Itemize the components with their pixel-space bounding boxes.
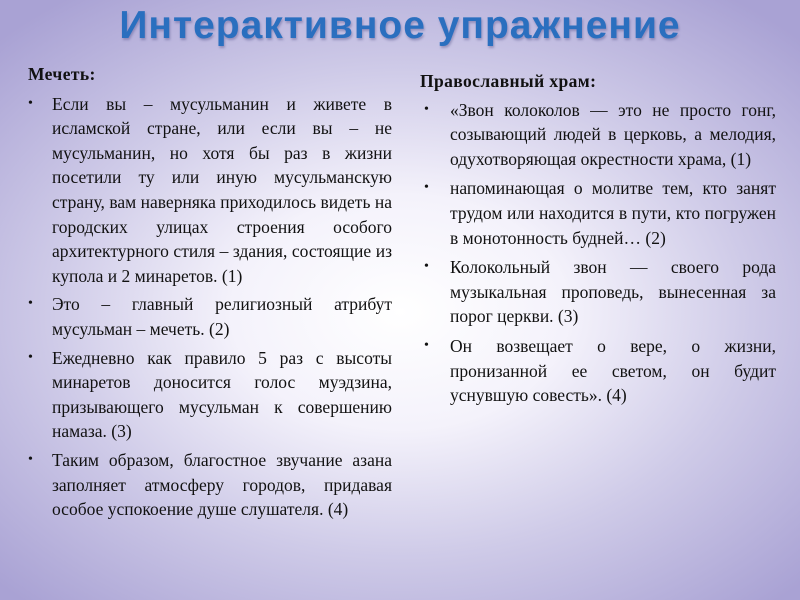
list-item <box>26 448 392 522</box>
list-item-text: «Звон колоколов — это не просто гонг, созывающий людей в церковь, а мелодия, одухотворяющая окрестности храма, (1) <box>450 99 776 169</box>
mosque-bullet-list <box>26 92 392 522</box>
bullet-icon: • <box>424 101 429 117</box>
bullet-icon: • <box>28 451 33 467</box>
slide-title: Интерактивное упражнение <box>119 4 681 47</box>
bullet-icon: • <box>424 337 429 353</box>
church-bullet-list <box>420 98 776 408</box>
bullet-icon: • <box>28 95 33 111</box>
list-item-text: напоминающая о молитве тем, кто занят трудом или находится в пути, кто погружен в монотонность будней… (2) <box>450 178 776 248</box>
list-item-text: Колокольный звон — своего рода музыкальная проповедь, вынесенная за порог церкви. (3) <box>450 257 776 327</box>
list-item <box>26 92 392 289</box>
bullet-icon: • <box>28 349 33 365</box>
mosque-column <box>26 62 392 526</box>
list-item <box>420 255 776 329</box>
church-column <box>420 69 776 413</box>
mosque-heading: Мечеть: <box>28 64 96 84</box>
list-item <box>420 176 776 250</box>
church-heading: Православный храм: <box>420 71 597 91</box>
list-item-text: Он возвещает о вере, о жизни, пронизанной ее светом, он будит уснувшую совесть». (4) <box>450 335 776 406</box>
list-item <box>26 346 392 444</box>
list-item <box>26 292 392 341</box>
bullet-icon: • <box>424 259 429 275</box>
bullet-icon: • <box>424 180 429 196</box>
list-item-text: Если вы – мусульманин и живете в исламской стране, или если вы – не мусульманин, но хотя бы раз в жизни посетили ту или иную мусульманскую страну, вам наверняка приходилось видеть на городских улицах строения особого архитектурного стиля – здания, состоящие из купола и 2 минаретов. (1) <box>52 93 392 286</box>
list-item-text: Таким образом, благостное звучание азана заполняет атмосферу городов, придавая особое успокоение душе слушателя. (4) <box>52 449 392 520</box>
list-item-text: Это – главный религиозный атрибут мусульман – мечеть. (2) <box>52 294 392 339</box>
list-item <box>420 334 776 408</box>
bullet-icon: • <box>28 296 33 312</box>
list-item-text: Ежедневно как правило 5 раз с высоты минаретов доносится голос муэдзина, призывающего мусульман к совершению намаза. (3) <box>52 347 392 442</box>
list-item <box>420 98 776 172</box>
